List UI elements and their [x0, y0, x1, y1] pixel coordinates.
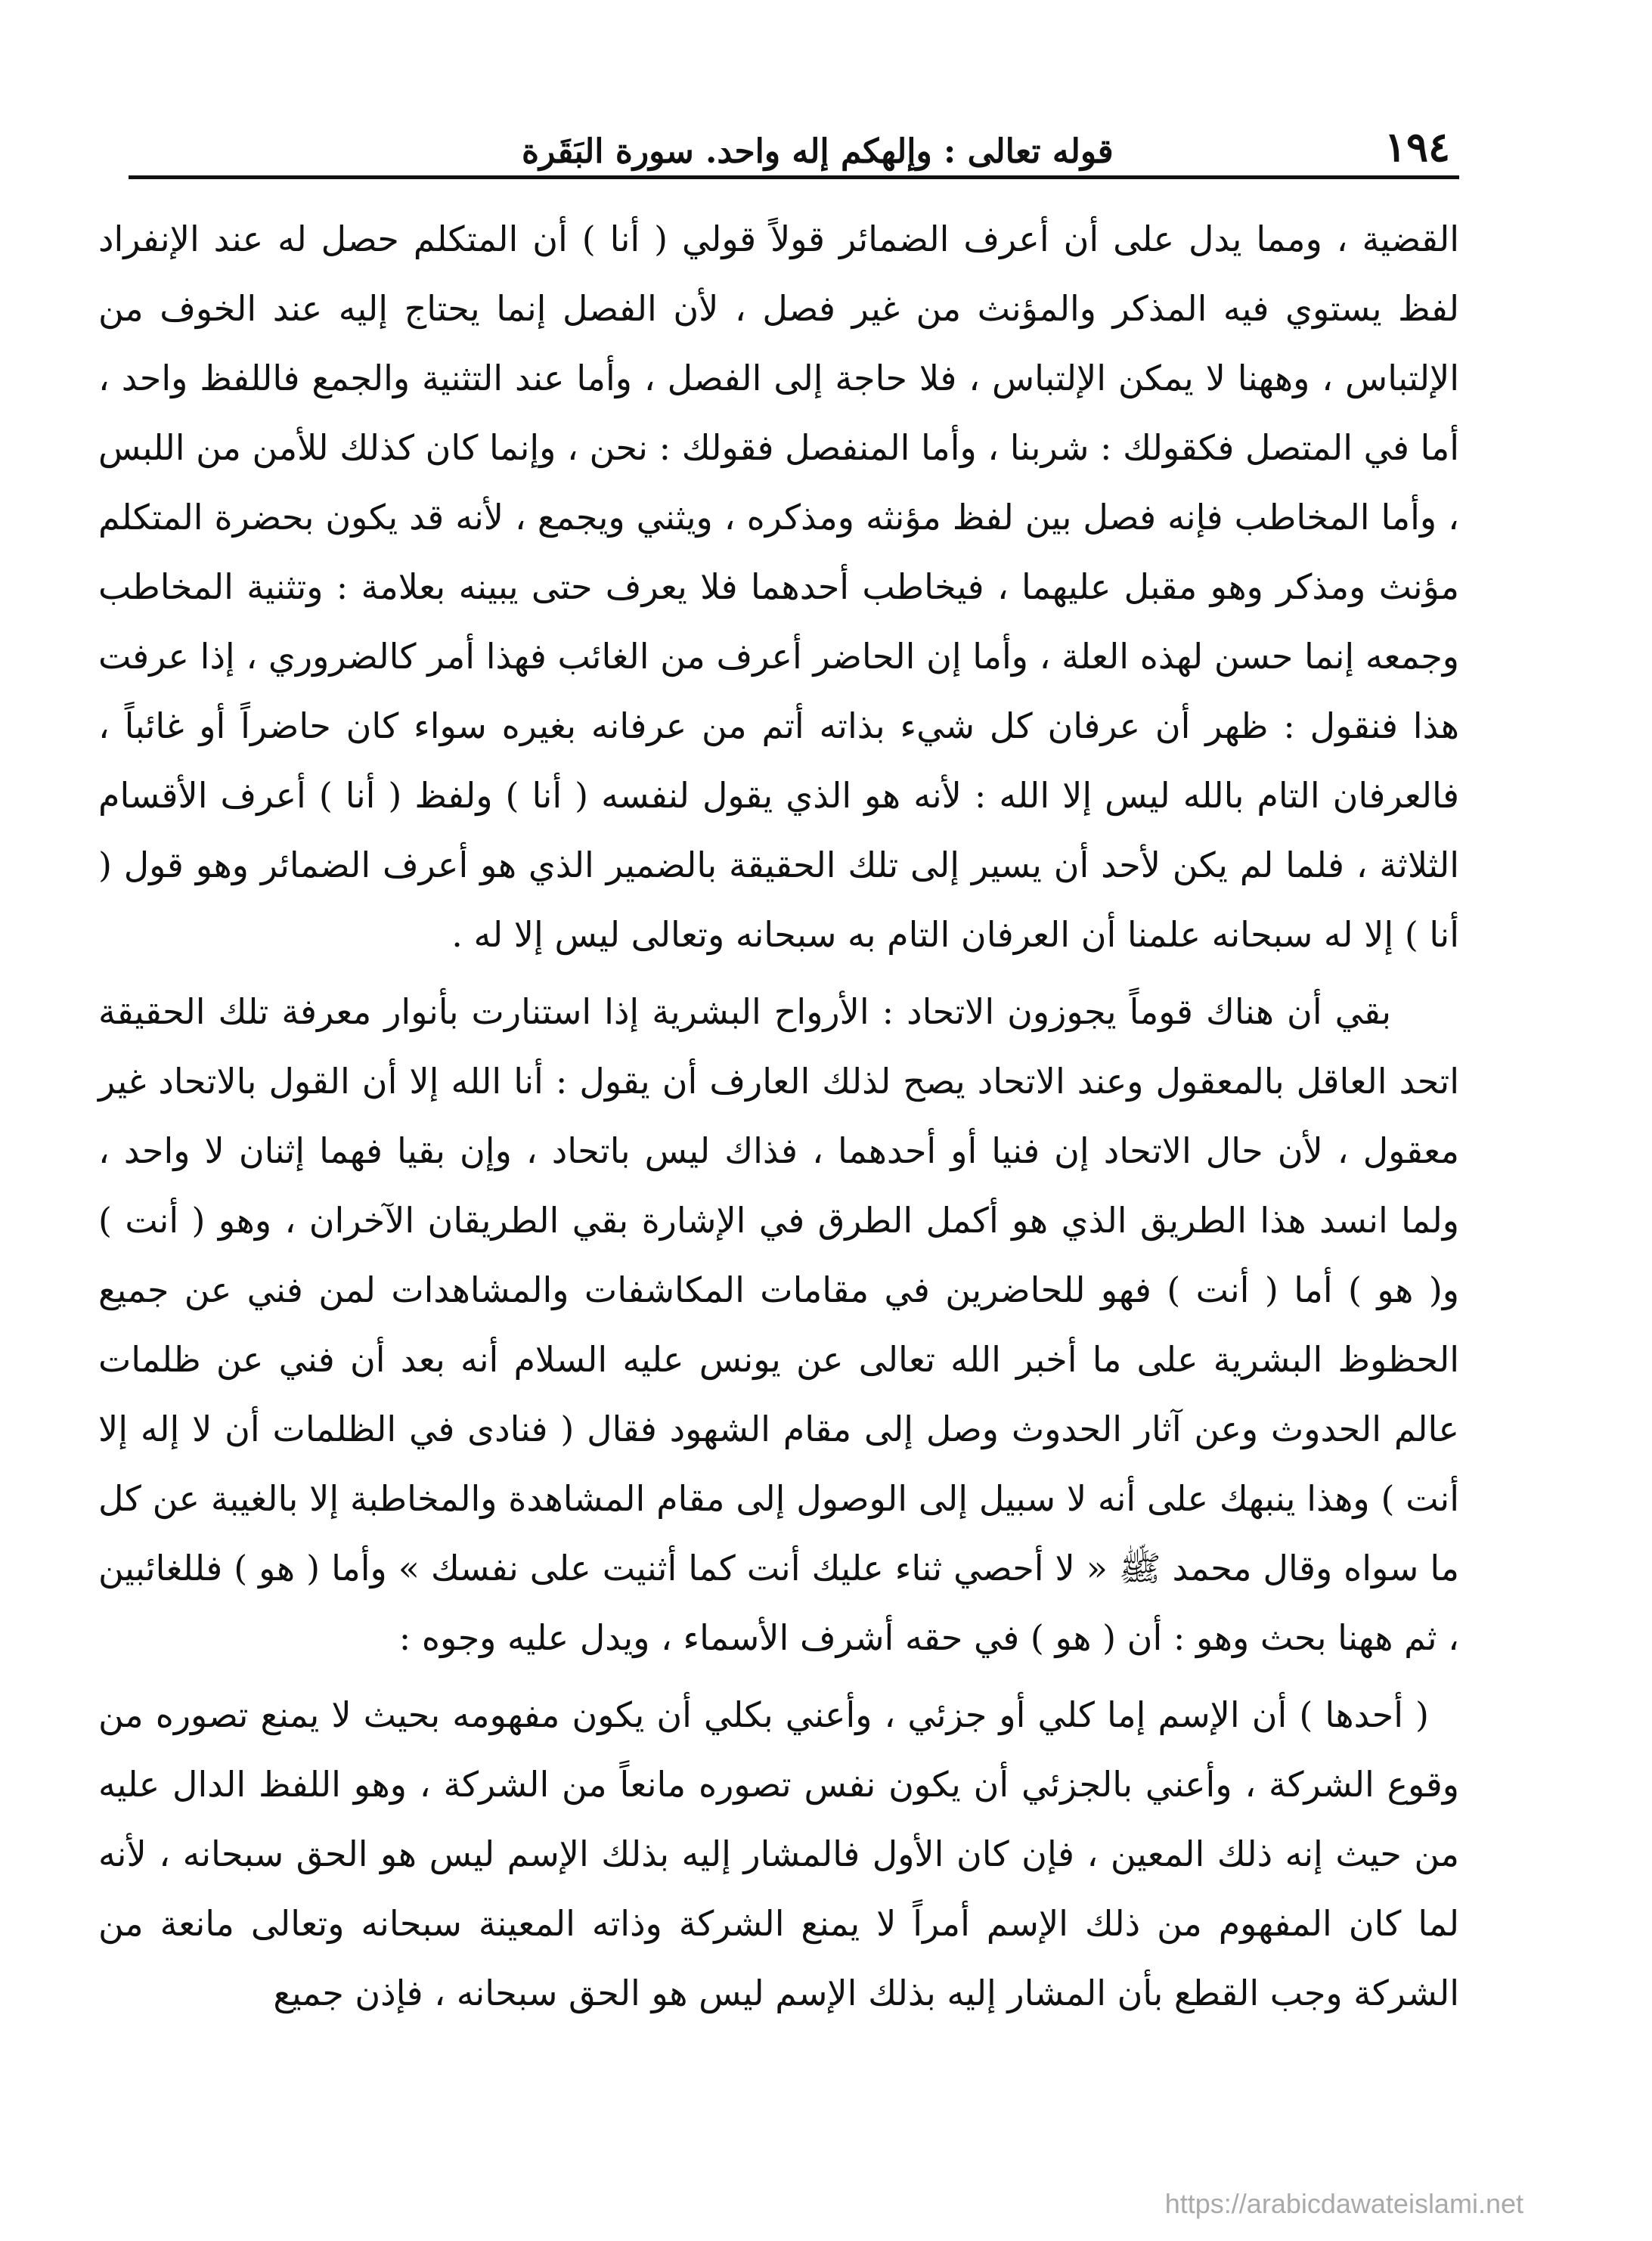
source-watermark: https://arabicdawateislami.net [1164, 2188, 1523, 2219]
page-body [98, 204, 1459, 2028]
paragraph: ( أحدها ) أن الإسم إما كلي أو جزئي ، وأعني بكلي أن يكون مفهومه بحيث لا يمنع تصوره من وقوع الشركة ، وأعني بالجزئي أن يكون نفس تصوره مانعاً من الشركة ، وهو اللفظ الدال عليه من حيث إنه ذلك المعين ، فإن كان الأول فالمشار إليه بذلك الإسم ليس هو الحق سبحانه ، لأنه لما كان المفهوم من ذلك الإسم أمراً لا يمنع الشركة وذاته المعينة سبحانه وتعالى مانعة من الشركة وجب القطع بأن المشار إليه بذلك الإسم ليس هو الحق سبحانه ، فإذن جميع [98, 1694, 1459, 2013]
running-title: قوله تعالى : وإلهكم إله واحد. سورة البَقَرة [522, 132, 1114, 171]
page-header [98, 118, 1459, 171]
paragraph: بقي أن هناك قوماً يجوزون الاتحاد : الأرواح البشرية إذا استنارت بأنوار معرفة تلك الحقيقة اتحد العاقل بالمعقول وعند الاتحاد يصح لذلك العارف أن يقول : أنا الله إلا أن القول بالاتحاد غير معقول ، لأن حال الاتحاد إن فنيا أو أحدهما ، فذاك ليس باتحاد ، وإن بقيا فهما إثنان لا واحد ، ولما انسد هذا الطريق الذي هو أكمل الطرق في الإشارة بقي الطريقان الآخران ، وهو ( أنت ) و( هو ) أما ( أنت ) فهو للحاضرين في مقامات المكاشفات والمشاهدات لمن فني عن جميع الحظوظ البشرية على ما أخبر الله تعالى عن يونس عليه السلام أنه بعد أن فني عن ظلمات عالم الحدوث وعن آثار الحدوث وصل إلى مقام الشهود فقال ( فنادى في الظلمات أن لا إله إلا أنت ) وهذا ينبهك على أنه لا سبيل إلى الوصول إلى مقام المشاهدة والمخاطبة إلا بالغيبة عن كل ما سواه وقال محمد ﷺ « لا أحصي ثناء عليك أنت كما أثنيت على نفسك » وأما ( هو ) فللغائبين ، ثم ههنا بحث وهو : أن ( هو ) في حقه أشرف الأسماء ، ويدل عليه وجوه : [98, 991, 1459, 1658]
book-page [98, 91, 1459, 2208]
header-divider [129, 175, 1459, 179]
page-number: ١٩٤ [1384, 122, 1450, 171]
paragraph: القضية ، ومما يدل على أن أعرف الضمائر قولاً قولي ( أنا ) أن المتكلم حصل له عند الإنفراد لفظ يستوي فيه المذكر والمؤنث من غير فصل ، لأن الفصل إنما يحتاج إليه عند الخوف من الإلتباس ، وههنا لا يمكن الإلتباس ، فلا حاجة إلى الفصل ، وأما عند التثنية والجمع فاللفظ واحد ، أما في المتصل فكقولك : شربنا ، وأما المنفصل فقولك : نحن ، وإنما كان كذلك للأمن من اللبس ، وأما المخاطب فإنه فصل بين لفظ مؤنثه ومذكره ، ويثني ويجمع ، لأنه قد يكون بحضرة المتكلم مؤنث ومذكر وهو مقبل عليهما ، فيخاطب أحدهما فلا يعرف حتى يبينه بعلامة : وتثنية المخاطب وجمعه إنما حسن لهذه العلة ، وأما إن الحاضر أعرف من الغائب فهذا أمر كالضروري ، إذا عرفت هذا فنقول : ظهر أن عرفان كل شيء بذاته أتم من عرفانه بغيره سواء كان حاضراً أو غائباً ، فالعرفان التام بالله ليس إلا الله : لأنه هو الذي يقول لنفسه ( أنا ) ولفظ ( أنا ) أعرف الأقسام الثلاثة ، فلما لم يكن لأحد أن يسير إلى تلك الحقيقة بالضمير الذي هو أعرف الضمائر وهو قول ( أنا ) إلا له سبحانه علمنا أن العرفان التام به سبحانه وتعالى ليس إلا له . [98, 219, 1459, 955]
